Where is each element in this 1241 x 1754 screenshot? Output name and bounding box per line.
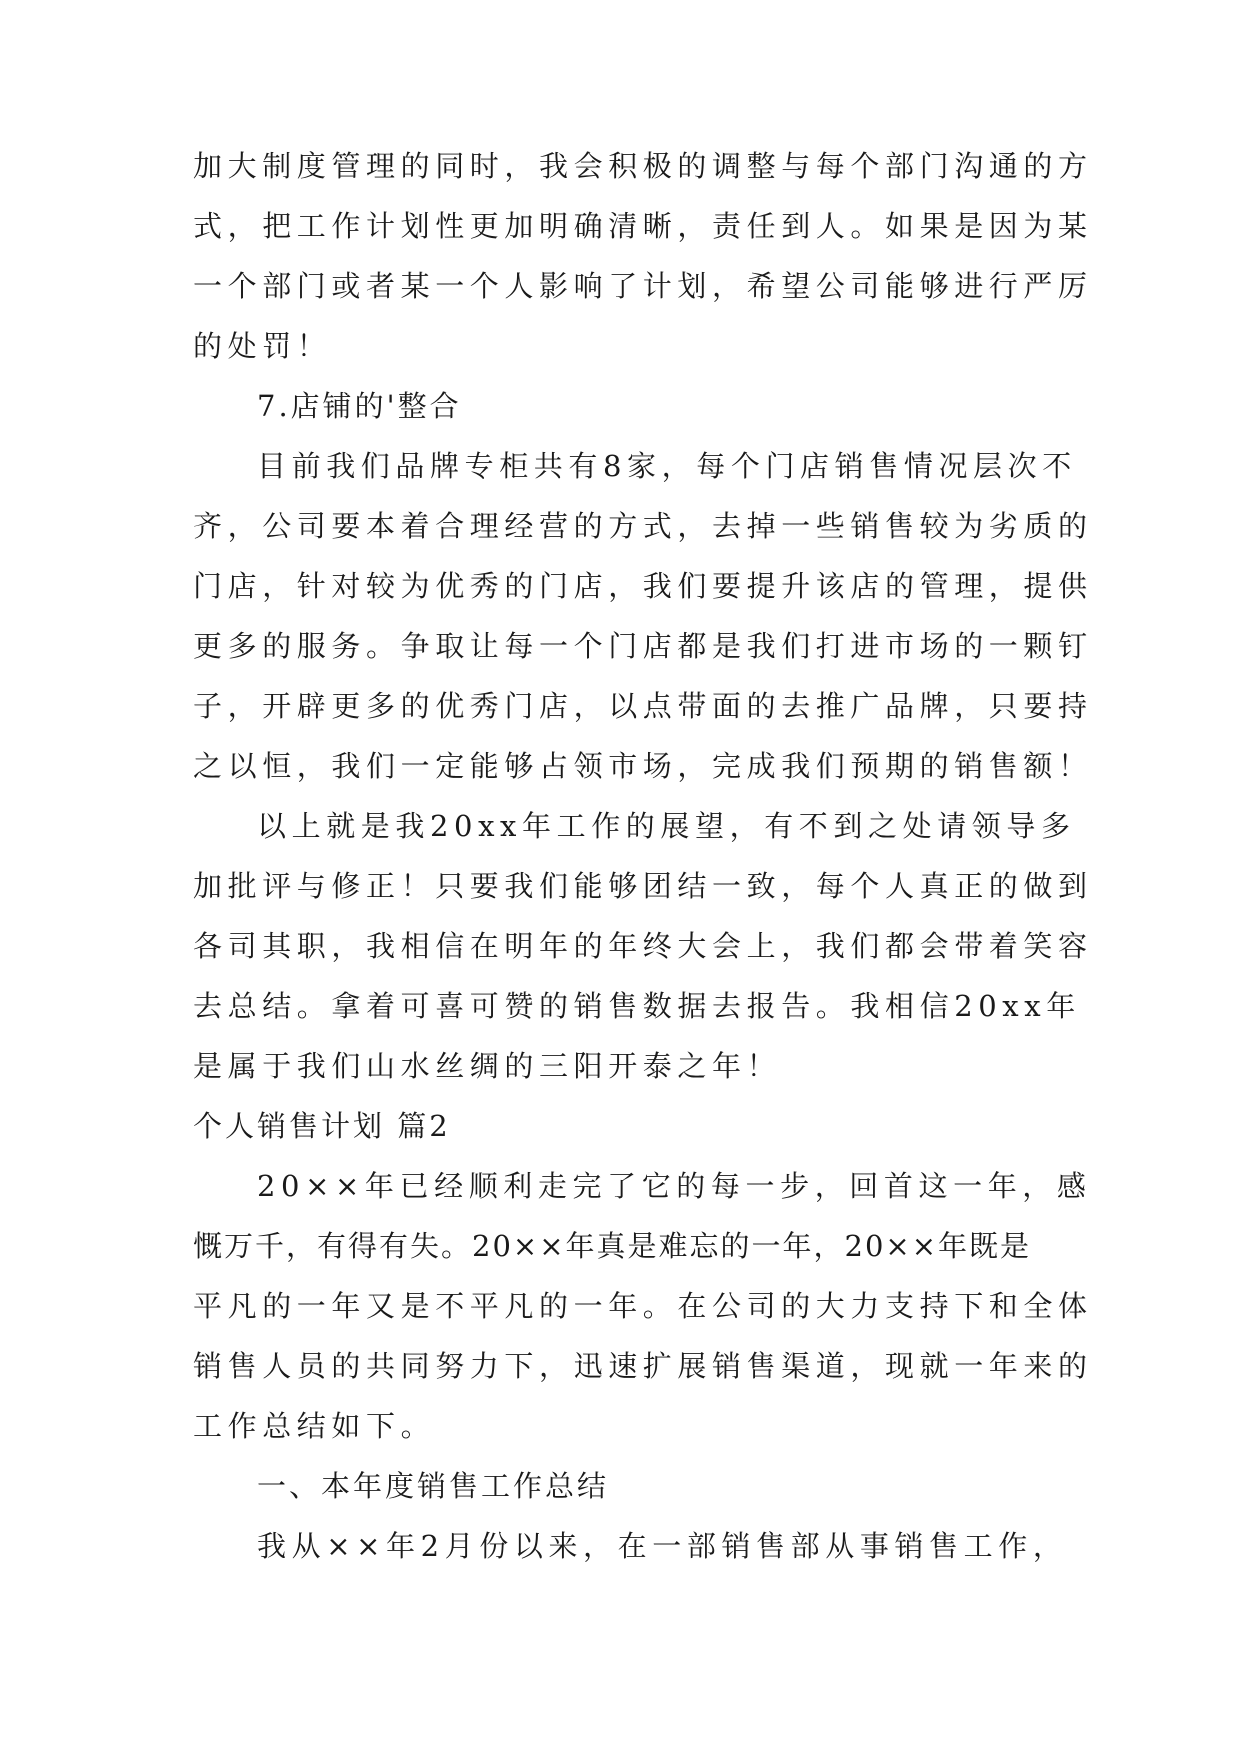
paragraph-line: 加大制度管理的同时，我会积极的调整与每个部门沟通的方: [193, 149, 1093, 183]
paragraph-line: 以上就是我20xx年工作的展望，有不到之处请领导多: [257, 809, 1076, 843]
paragraph-line: 之以恒，我们一定能够占领市场，完成我们预期的销售额！: [193, 749, 1093, 783]
paragraph-line: 工作总结如下。: [193, 1409, 436, 1443]
paragraph-line: 20××年已经顺利走完了它的每一步，回首这一年，感: [257, 1169, 1092, 1203]
paragraph-line: 子，开辟更多的优秀门店，以点带面的去推广品牌，只要持: [193, 689, 1093, 723]
paragraph-line: 齐，公司要本着合理经营的方式，去掉一些销售较为劣质的: [193, 509, 1093, 543]
paragraph-line: 的处罚！: [193, 329, 332, 363]
paragraph-line: 去总结。拿着可喜可赞的销售数据去报告。我相信20xx年: [193, 989, 1081, 1023]
section-heading: 7.店铺的'整合: [257, 389, 462, 423]
paragraph-line: 一个部门或者某一个人影响了计划，希望公司能够进行严厉: [193, 269, 1093, 303]
paragraph-line: 目前我们品牌专柜共有8家，每个门店销售情况层次不: [257, 449, 1077, 483]
paragraph-line: 式，把工作计划性更加明确清晰，责任到人。如果是因为某: [193, 209, 1093, 243]
document-body: [193, 136, 1093, 1576]
paragraph-line: 更多的服务。争取让每一个门店都是我们打进市场的一颗钉: [193, 629, 1093, 663]
paragraph-line: 慨万千，有得有失。20××年真是难忘的一年，20××年既是: [193, 1229, 1031, 1263]
paragraph-line: 加批评与修正！只要我们能够团结一致，每个人真正的做到: [193, 869, 1093, 903]
paragraph-line: 我从××年2月份以来，在一部销售部从事销售工作，: [257, 1529, 1068, 1563]
paragraph-line: 门店，针对较为优秀的门店，我们要提升该店的管理，提供: [193, 569, 1093, 603]
section-heading: 一、本年度销售工作总结: [257, 1469, 610, 1503]
paragraph-line: 各司其职，我相信在明年的年终大会上，我们都会带着笑容: [193, 929, 1093, 963]
paragraph-line: 是属于我们山水丝绸的三阳开泰之年！: [193, 1049, 782, 1083]
paragraph-line: 销售人员的共同努力下，迅速扩展销售渠道，现就一年来的: [193, 1349, 1093, 1383]
paragraph-line: 平凡的一年又是不平凡的一年。在公司的大力支持下和全体: [193, 1289, 1093, 1323]
article-title: 个人销售计划 篇2: [193, 1109, 451, 1143]
